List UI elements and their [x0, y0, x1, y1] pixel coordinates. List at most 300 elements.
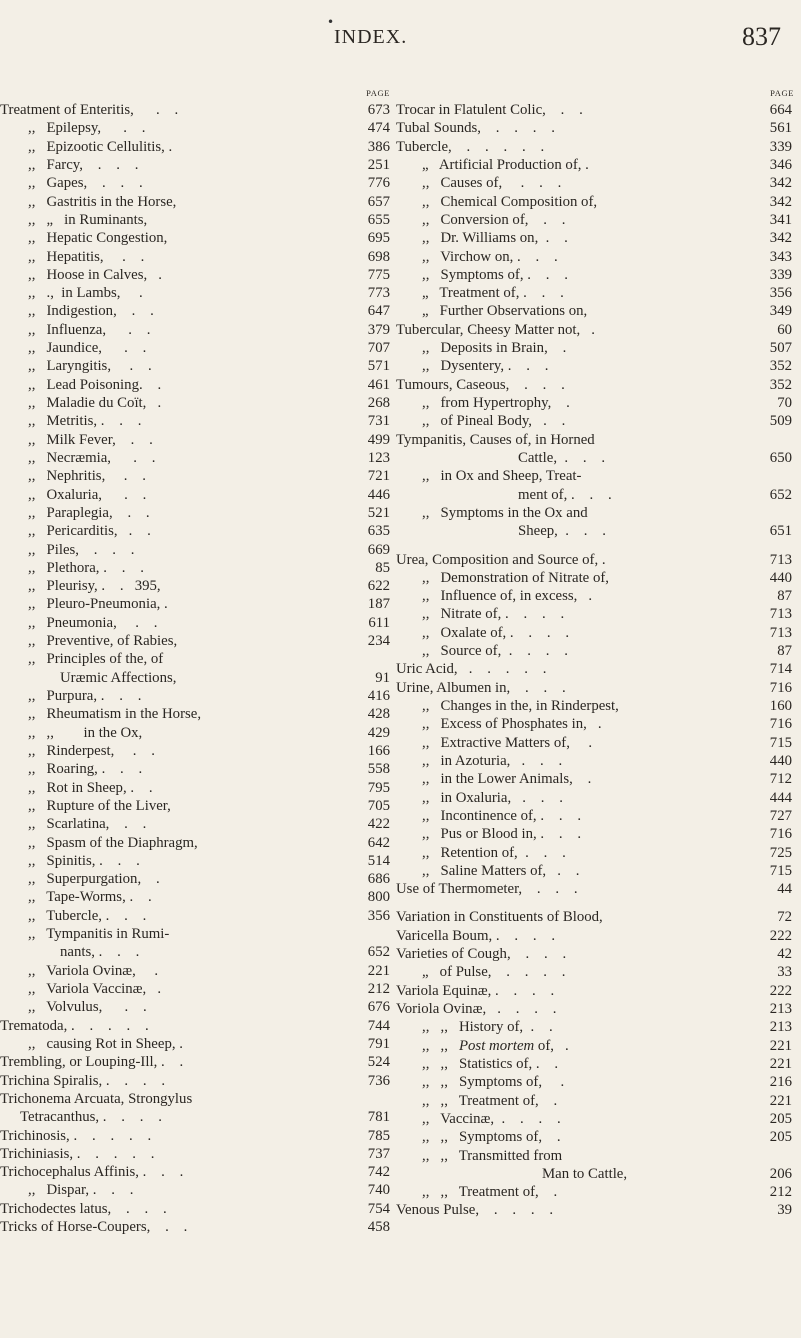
entry-text: ,, Plethora, . . .: [28, 559, 144, 576]
entry-text: ,, ., in Lambs, .: [28, 285, 143, 302]
entry-page: 356: [769, 285, 792, 302]
index-entry: [396, 679, 798, 697]
entry-page: 87: [777, 588, 792, 605]
entry-page: 705: [367, 797, 390, 814]
index-entry: [0, 339, 394, 357]
entry-text: Trichiniasis, . . . . .: [0, 1145, 155, 1162]
entry-page: 339: [769, 266, 792, 283]
index-entry: [0, 888, 394, 906]
entry-text: ,, Principles of the, of: [28, 651, 164, 668]
entry-text: ,, Source of, . . . .: [422, 643, 568, 660]
right-index-column: [396, 88, 798, 1220]
index-entry: [396, 174, 798, 192]
entry-text: Trichinosis, . . . . .: [0, 1127, 152, 1144]
index-entry: [0, 1163, 394, 1181]
entry-text: ,, Conversion of, . .: [422, 211, 566, 228]
entry-page: 776: [367, 175, 390, 192]
entry-page: 213: [769, 1001, 792, 1017]
entry-page: 651: [769, 523, 792, 540]
index-entry: [396, 504, 798, 522]
index-entry: [0, 595, 394, 613]
entry-text: ,, Volvulus, . .: [28, 999, 147, 1016]
entry-text: ,, Nitrate of, . . . .: [422, 606, 565, 623]
index-entry: [396, 119, 798, 137]
index-entry: [396, 945, 798, 963]
entry-text: ,, of Pineal Body, . .: [422, 413, 566, 430]
index-entry: [0, 797, 394, 815]
index-entry: [0, 998, 394, 1016]
entry-page: 386: [367, 138, 390, 155]
entry-text: Tricks of Horse-Coupers, . .: [0, 1219, 188, 1236]
entry-page: 428: [367, 706, 390, 723]
index-entry: [0, 101, 394, 119]
entry-page: 379: [367, 321, 390, 338]
entry-page: 716: [769, 826, 792, 843]
index-entry: [0, 650, 394, 668]
index-entry: [396, 1018, 798, 1036]
entry-page: 206: [769, 1165, 792, 1182]
entry-page: 716: [769, 679, 792, 696]
index-entry: [0, 852, 394, 870]
index-entry: [396, 1183, 798, 1201]
entry-page: 346: [769, 156, 792, 173]
left-index-column: [0, 88, 394, 1236]
entry-page: 561: [769, 120, 792, 137]
index-entry: [396, 248, 798, 266]
index-entry: [396, 1037, 798, 1055]
index-entry: [0, 504, 394, 522]
index-entry: [0, 302, 394, 320]
entry-page: 713: [769, 606, 792, 623]
entry-page: 727: [769, 807, 792, 824]
entry-page: 712: [769, 771, 792, 788]
entry-page: 652: [367, 944, 390, 961]
index-entry: [396, 376, 798, 394]
index-entry: [396, 302, 798, 320]
index-entry: [396, 1147, 798, 1165]
entry-page: 160: [769, 698, 792, 714]
entry-text: Trembling, or Louping-Ill, . .: [0, 1054, 184, 1071]
entry-text: Uræmic Affections,: [60, 669, 177, 686]
entry-page: 461: [367, 376, 390, 393]
entry-text: Sheep, . . .: [518, 523, 606, 540]
entry-text: ,, Hepatitis, . .: [28, 248, 145, 265]
entry-page: 800: [367, 889, 390, 906]
entry-text: ,, causing Rot in Sheep, .: [28, 1035, 183, 1052]
entry-text: ,, Hepatic Congestion,: [28, 230, 168, 247]
entry-text: Urine, Albumen in, . . .: [396, 679, 566, 696]
entry-page: 33: [777, 964, 792, 981]
entry-text: ,, Rot in Sheep, . .: [28, 779, 153, 796]
index-entry: [396, 715, 798, 733]
entry-text: ,, Demonstration of Nitrate of,: [422, 569, 609, 586]
entry-text: ment of, . . .: [518, 486, 612, 503]
index-entry: [0, 248, 394, 266]
running-head-title: INDEX.: [334, 26, 408, 48]
index-entry: [396, 1128, 798, 1146]
entry-page: 474: [367, 120, 390, 137]
entry-page: 795: [367, 779, 390, 796]
entry-text: ,, Farcy, . . .: [28, 156, 139, 173]
entry-page: 655: [367, 211, 390, 228]
index-entry: [396, 266, 798, 284]
entry-page: 669: [367, 541, 390, 558]
page-number: 837: [742, 22, 781, 51]
entry-text: ,, Jaundice, . .: [28, 340, 147, 357]
index-entry: [0, 1072, 394, 1090]
entry-page: 737: [367, 1145, 390, 1162]
entry-page: 657: [367, 193, 390, 210]
index-entry: [0, 632, 394, 650]
index-entry: [396, 193, 798, 211]
entry-text: ,, Oxaluria, . .: [28, 486, 147, 503]
entry-text: ,, Virchow on, . . .: [422, 248, 558, 265]
entry-text: ,, Variola Vaccinæ, .: [28, 981, 162, 997]
entry-page: 611: [368, 614, 390, 631]
index-entry: [0, 907, 394, 925]
entry-text: Venous Pulse, . . . .: [396, 1202, 554, 1219]
entry-text: ,, Epilepsy, . .: [28, 120, 146, 137]
entry-text: Tumours, Caseous, . . .: [396, 376, 565, 393]
section-gap: [396, 541, 798, 551]
entry-text: ,, ,, Symptoms of, .: [422, 1074, 565, 1091]
index-entry: [396, 412, 798, 430]
entry-page: 352: [769, 358, 792, 375]
index-entry: [396, 1055, 798, 1073]
entry-text: ,, „ in Ruminants,: [28, 211, 148, 228]
entry-page: 416: [367, 688, 390, 704]
index-entry: [0, 980, 394, 998]
entry-text: ,, Pleurisy, . . 395,: [28, 578, 161, 595]
index-entry: [396, 880, 798, 898]
index-entry: [0, 376, 394, 394]
index-entry: [396, 394, 798, 412]
entry-page: 773: [367, 285, 390, 302]
index-entry: [396, 321, 798, 339]
entry-page: 721: [367, 468, 390, 485]
entry-page: 44: [777, 881, 792, 898]
entry-text: Varicella Boum, . . . .: [396, 927, 556, 944]
entry-text: „ of Pulse, . . . .: [422, 964, 566, 981]
entry-text: ,, Dr. Williams on, . .: [422, 230, 568, 247]
index-entry: [0, 449, 394, 467]
entry-page: 205: [769, 1110, 792, 1127]
entry-text: ,, Dysentery, . . .: [422, 358, 549, 375]
entry-page: 123: [367, 449, 390, 466]
entry-text: Voriola Ovinæ, . . . .: [396, 1001, 557, 1017]
index-entry: [396, 734, 798, 752]
index-entry: [396, 1092, 798, 1110]
entry-page: 70: [777, 395, 792, 411]
entry-page: 85: [375, 559, 390, 576]
entry-page: 650: [769, 449, 792, 466]
index-entry: [396, 431, 798, 449]
entry-page: 707: [367, 340, 390, 357]
entry-text: Varieties of Cough, . . .: [396, 946, 567, 963]
entry-page: 521: [367, 504, 390, 521]
entry-page: 42: [777, 946, 792, 963]
index-entry: [0, 1090, 394, 1108]
entry-text: ,, Oxalate of, . . . .: [422, 624, 570, 641]
entry-page: 343: [769, 248, 792, 265]
entry-text: ,, ,, Treatment of, .: [422, 1092, 558, 1109]
entry-text: ,, Laryngitis, . .: [28, 358, 152, 375]
index-entry: [396, 1073, 798, 1091]
index-entry: [396, 825, 798, 843]
entry-text: ,, Preventive, of Rabies,: [28, 633, 178, 650]
entry-text: ,, ,, Post mortem of, .: [422, 1037, 569, 1054]
entry-page: 251: [367, 156, 390, 173]
entry-text: Tubercle, . . . . .: [396, 138, 545, 155]
index-entry: [396, 339, 798, 357]
entry-page: 342: [769, 175, 792, 192]
index-entry: [396, 927, 798, 945]
index-entry: [396, 770, 798, 788]
entry-page: 268: [367, 395, 390, 411]
index-entry: [0, 1218, 394, 1236]
index-entry: [0, 779, 394, 797]
entry-page: 725: [769, 844, 792, 861]
index-entry: [0, 1108, 394, 1126]
index-entry: [0, 1017, 394, 1035]
entry-text: ,, Rheumatism in the Horse,: [28, 706, 202, 723]
entry-text: Trichina Spiralis, . . . .: [0, 1072, 166, 1089]
index-entry: [396, 807, 798, 825]
entry-page: 716: [769, 716, 792, 733]
entry-page: 222: [769, 982, 792, 999]
index-entry: [396, 908, 798, 926]
entry-page: 775: [367, 266, 390, 283]
entry-text: ,, Gapes, . . .: [28, 175, 143, 192]
index-entry: [396, 1165, 798, 1183]
entry-page: 635: [367, 523, 390, 540]
entry-page: 791: [367, 1035, 390, 1052]
entry-page: 213: [769, 1019, 792, 1036]
entry-text: ,, Saline Matters of, . .: [422, 862, 580, 879]
entry-text: ,, Purpura, . . .: [28, 688, 142, 704]
entry-page: 212: [769, 1184, 792, 1201]
entry-page: 216: [769, 1074, 792, 1091]
entry-page: 91: [375, 669, 390, 686]
index-entry: [396, 752, 798, 770]
index-entry: [396, 486, 798, 504]
entry-page: 509: [769, 413, 792, 430]
entry-page: 673: [367, 102, 390, 118]
entry-text: ,, Hoose in Calves, .: [28, 266, 162, 283]
italic-term: Post mortem: [459, 1037, 535, 1054]
entry-text: ,, Metritis, . . .: [28, 413, 142, 430]
index-entry: [396, 982, 798, 1000]
index-entry: [0, 138, 394, 156]
index-entry: [0, 321, 394, 339]
entry-text: ,, Tubercle, . . .: [28, 907, 147, 924]
entry-text: nants, . . .: [60, 944, 140, 961]
entry-text: ,, Dispar, . . .: [28, 1182, 134, 1199]
entry-text: ,, Incontinence of, . . .: [422, 807, 582, 824]
index-entry: [396, 551, 798, 569]
index-entry: [0, 522, 394, 540]
entry-page: 713: [769, 624, 792, 641]
index-entry: [396, 963, 798, 981]
entry-page: 652: [769, 486, 792, 503]
entry-text: ,, in Oxaluria, . . .: [422, 789, 563, 806]
entry-page: 642: [367, 834, 390, 851]
entry-text: Trichonema Arcuata, Strongylus: [0, 1090, 193, 1107]
entry-page: 440: [769, 752, 792, 769]
entry-page: 499: [367, 431, 390, 448]
index-entry: [0, 742, 394, 760]
entry-text: ,, in Ox and Sheep, Treat-: [422, 468, 582, 485]
index-entry: [0, 266, 394, 284]
entry-text: ,, Pus or Blood in, . . .: [422, 826, 582, 843]
entry-page: 686: [367, 871, 390, 888]
entry-text: ,, Tape-Worms, . .: [28, 889, 152, 906]
entry-page: 342: [769, 193, 792, 210]
page-column-label: PAGE: [366, 88, 390, 98]
index-entry: [0, 724, 394, 742]
index-entry: [0, 541, 394, 559]
entry-text: ,, Paraplegia, . .: [28, 504, 150, 521]
entry-text: ,, Chemical Composition of,: [422, 193, 598, 210]
index-entry: [0, 394, 394, 412]
entry-page: 781: [367, 1109, 390, 1126]
index-entry: [396, 624, 798, 642]
printer-mark: •: [327, 15, 335, 29]
entry-text: Tubal Sounds, . . . .: [396, 120, 555, 137]
entry-text: ,, Epizootic Cellulitis, .: [28, 138, 173, 155]
entry-page: 440: [769, 569, 792, 586]
index-entry: [0, 119, 394, 137]
index-entry: [396, 1110, 798, 1128]
right-entry-list: [396, 101, 798, 1220]
section-gap: [396, 898, 798, 908]
entry-text: Tympanitis, Causes of, in Horned: [396, 431, 595, 448]
entry-page: 664: [769, 102, 792, 118]
entry-text: ,, Deposits in Brain, .: [422, 340, 567, 357]
index-entry: [396, 697, 798, 715]
entry-page: 695: [367, 230, 390, 247]
entry-text: ,, Symptoms of, . . .: [422, 266, 568, 283]
index-entry: [396, 1201, 798, 1219]
entry-text: ,, ,, Symptoms of, .: [422, 1129, 561, 1146]
entry-page: 422: [367, 816, 390, 833]
entry-text: ,, Maladie du Coït, .: [28, 395, 162, 411]
index-entry: [0, 412, 394, 430]
entry-page: 715: [769, 734, 792, 751]
entry-text: ,, Spinitis, . . .: [28, 852, 140, 869]
entry-page: 714: [769, 661, 792, 678]
entry-page: 744: [367, 1017, 390, 1034]
index-entry: [0, 669, 394, 687]
entry-text: ,, ,, Transmitted from: [422, 1147, 563, 1164]
page-column-label: PAGE: [770, 88, 794, 98]
entry-text: Variation in Constituents of Blood,: [396, 909, 603, 926]
index-entry: [0, 431, 394, 449]
index-entry: [0, 943, 394, 961]
index-entry: [0, 193, 394, 211]
index-entry: [0, 1181, 394, 1199]
entry-text: Tetracanthus, . . . .: [20, 1109, 162, 1126]
index-entry: [396, 569, 798, 587]
entry-page: 571: [367, 358, 390, 375]
entry-text: ,, Tympanitis in Rumi-: [28, 926, 170, 943]
entry-page: 72: [777, 909, 792, 926]
index-entry: [396, 449, 798, 467]
index-entry: [396, 605, 798, 623]
index-entry: [0, 577, 394, 595]
entry-text: ,, Extractive Matters of, .: [422, 734, 593, 751]
entry-text: Urea, Composition and Source of, .: [396, 551, 606, 568]
entry-text: ,, Pneumonia, . .: [28, 614, 158, 631]
entry-text: ,, Influence of, in excess, .: [422, 588, 593, 605]
entry-text: ,, Milk Fever, . .: [28, 431, 153, 448]
entry-text: Cattle, . . .: [518, 449, 606, 466]
entry-text: Trichodectes latus, . . .: [0, 1200, 167, 1217]
entry-page: 507: [769, 340, 792, 357]
index-entry: [396, 467, 798, 485]
entry-text: ,, Piles, . . .: [28, 541, 135, 558]
entry-text: Variola Equinæ, . . . .: [396, 982, 555, 999]
entry-page: 458: [367, 1219, 390, 1236]
entry-page: 524: [367, 1054, 390, 1071]
entry-text: ,, in Azoturia, . . .: [422, 752, 563, 769]
index-entry: [0, 614, 394, 632]
entry-text: ,, Roaring, . . .: [28, 761, 143, 778]
entry-page: 222: [769, 927, 792, 944]
index-entry: [0, 687, 394, 705]
index-entry: [0, 467, 394, 485]
entry-page: 785: [367, 1127, 390, 1144]
entry-text: ,, Necræmia, . .: [28, 449, 156, 466]
entry-page: 647: [367, 303, 390, 320]
index-entry: [0, 156, 394, 174]
entry-text: ,, Scarlatina, . .: [28, 816, 147, 833]
entry-text: ,, Pleuro-Pneumonia, .: [28, 596, 168, 613]
entry-text: ,, Pericarditis, . .: [28, 523, 151, 540]
index-entry: [396, 211, 798, 229]
entry-text: Uric Acid, . . . . .: [396, 661, 547, 678]
entry-page: 349: [769, 303, 792, 320]
entry-text: ,, Excess of Phosphates in, .: [422, 716, 602, 733]
entry-page: 622: [367, 578, 390, 595]
entry-page: 731: [367, 413, 390, 430]
entry-text: Use of Thermometer, . . .: [396, 881, 578, 898]
index-entry: [0, 925, 394, 943]
entry-text: Man to Cattle,: [542, 1165, 628, 1182]
entry-page: 715: [769, 862, 792, 879]
entry-page: 212: [367, 981, 390, 997]
entry-text: ,, Causes of, . . .: [422, 175, 562, 192]
index-entry: [0, 1053, 394, 1071]
index-entry: [396, 587, 798, 605]
entry-page: 713: [769, 551, 792, 568]
entry-text: ,, Gastritis in the Horse,: [28, 193, 177, 210]
index-entry: [0, 870, 394, 888]
index-entry: [0, 1145, 394, 1163]
entry-page: 698: [367, 248, 390, 265]
entry-page: 514: [367, 852, 390, 869]
entry-text: ,, Symptoms in the Ox and: [422, 504, 588, 521]
entry-text: ,, Variola Ovinæ, .: [28, 962, 159, 979]
entry-text: ,, ,, in the Ox,: [28, 724, 143, 741]
entry-page: 39: [777, 1202, 792, 1219]
entry-text: Treatment of Enteritis, . .: [0, 102, 179, 118]
index-entry: [396, 229, 798, 247]
index-entry: [0, 1200, 394, 1218]
entry-text: ,, Vaccinæ, . . . .: [422, 1110, 561, 1127]
entry-text: Trematoda, . . . . .: [0, 1017, 149, 1034]
entry-text: ,, Influenza, . .: [28, 321, 151, 338]
